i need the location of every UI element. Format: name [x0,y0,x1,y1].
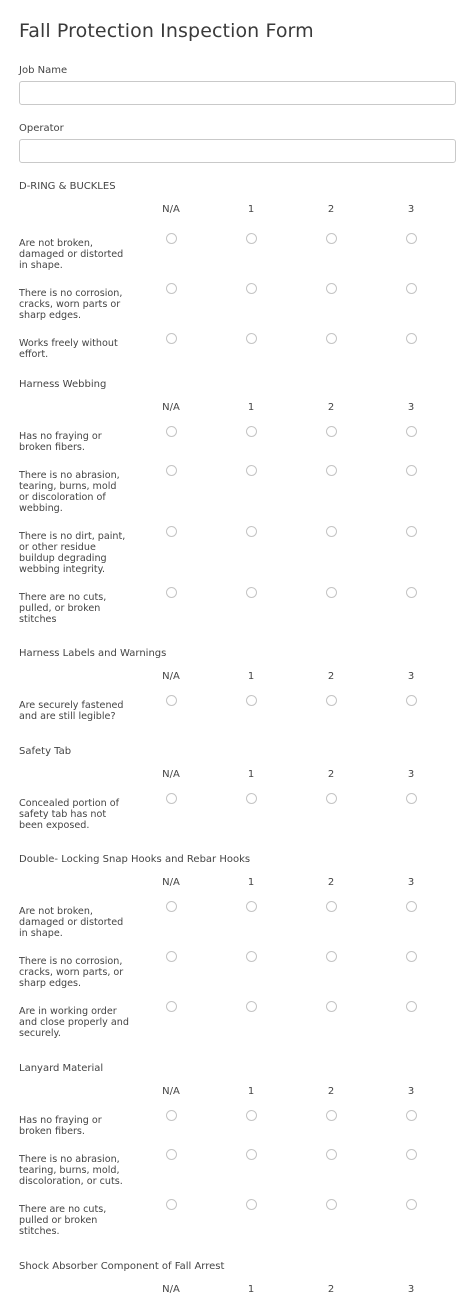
row-label: Are securely fastened and are still legible? [19,700,124,722]
radio-option-0[interactable] [166,793,177,804]
column-header-2: 2 [327,1284,335,1295]
row-label: There is no corrosion, cracks, worn parts or sharp edges. [19,288,123,321]
radio-option-2[interactable] [326,283,337,294]
radio-option-3[interactable] [406,1001,417,1012]
radio-option-1[interactable] [246,587,257,598]
form-title: Fall Protection Inspection Form [19,20,314,42]
radio-option-0[interactable] [166,1149,177,1160]
column-header-1: 1 [247,402,255,413]
radio-option-0[interactable] [166,901,177,912]
column-header-0: N/A [162,769,180,780]
column-header-3: 3 [407,1284,415,1295]
column-header-3: 3 [407,877,415,888]
column-header-0: N/A [162,204,180,215]
radio-option-0[interactable] [166,587,177,598]
radio-option-2[interactable] [326,233,337,244]
section-title: Harness Labels and Warnings [19,648,167,659]
radio-option-3[interactable] [406,1149,417,1160]
column-header-2: 2 [327,402,335,413]
radio-option-3[interactable] [406,233,417,244]
radio-option-0[interactable] [166,426,177,437]
row-label: There are no cuts, pulled or broken stitches. [19,1204,107,1237]
column-header-0: N/A [162,1086,180,1097]
column-header-1: 1 [247,877,255,888]
radio-option-1[interactable] [246,793,257,804]
column-header-2: 2 [327,204,335,215]
row-label: Works freely without effort. [19,338,118,360]
radio-option-2[interactable] [326,1001,337,1012]
section-title: Shock Absorber Component of Fall Arrest [19,1261,225,1272]
row-label: Are in working order and close properly and securely. [19,1006,129,1039]
radio-option-3[interactable] [406,426,417,437]
radio-option-2[interactable] [326,1110,337,1121]
radio-option-1[interactable] [246,333,257,344]
row-label: Are not broken, damaged or distorted in shape. [19,906,124,939]
radio-option-1[interactable] [246,951,257,962]
section-title: Lanyard Material [19,1063,104,1074]
radio-option-0[interactable] [166,233,177,244]
row-label: There are no cuts, pulled, or broken stitches [19,592,107,625]
radio-option-1[interactable] [246,526,257,537]
radio-option-0[interactable] [166,283,177,294]
radio-option-0[interactable] [166,1199,177,1210]
job-name-label: Job Name [19,65,68,76]
radio-option-2[interactable] [326,1199,337,1210]
radio-option-3[interactable] [406,695,417,706]
job-name-input[interactable] [19,81,456,105]
radio-option-0[interactable] [166,465,177,476]
radio-option-3[interactable] [406,283,417,294]
radio-option-1[interactable] [246,283,257,294]
radio-option-2[interactable] [326,587,337,598]
radio-option-0[interactable] [166,951,177,962]
section-title: Safety Tab [19,746,72,757]
row-label: Are not broken, damaged or distorted in shape. [19,238,124,271]
radio-option-1[interactable] [246,1199,257,1210]
operator-label: Operator [19,123,64,134]
row-label: There is no dirt, paint, or other residue buildup degrading webbing integrity. [19,531,126,575]
radio-option-1[interactable] [246,233,257,244]
column-header-0: N/A [162,1284,180,1295]
radio-option-0[interactable] [166,1110,177,1121]
radio-option-3[interactable] [406,951,417,962]
column-header-1: 1 [247,671,255,682]
column-header-3: 3 [407,204,415,215]
column-header-1: 1 [247,204,255,215]
column-header-2: 2 [327,877,335,888]
radio-option-0[interactable] [166,695,177,706]
operator-input[interactable] [19,139,456,163]
radio-option-2[interactable] [326,333,337,344]
column-header-1: 1 [247,769,255,780]
radio-option-2[interactable] [326,1149,337,1160]
section-title: Harness Webbing [19,379,107,390]
radio-option-2[interactable] [326,793,337,804]
radio-option-1[interactable] [246,901,257,912]
row-label: There is no abrasion, tearing, burns, mold or discoloration of webbing. [19,470,120,514]
radio-option-1[interactable] [246,426,257,437]
row-label: Concealed portion of safety tab has not been exposed. [19,798,119,831]
column-header-2: 2 [327,769,335,780]
column-header-1: 1 [247,1284,255,1295]
radio-option-3[interactable] [406,526,417,537]
radio-option-3[interactable] [406,333,417,344]
radio-option-2[interactable] [326,526,337,537]
column-header-0: N/A [162,402,180,413]
radio-option-0[interactable] [166,526,177,537]
column-header-3: 3 [407,671,415,682]
radio-option-2[interactable] [326,901,337,912]
radio-option-1[interactable] [246,1110,257,1121]
radio-option-1[interactable] [246,695,257,706]
radio-option-1[interactable] [246,1149,257,1160]
row-label: There is no corrosion, cracks, worn parts, or sharp edges. [19,956,124,989]
radio-option-3[interactable] [406,587,417,598]
column-header-0: N/A [162,877,180,888]
radio-option-3[interactable] [406,901,417,912]
column-header-0: N/A [162,671,180,682]
column-header-1: 1 [247,1086,255,1097]
row-label: Has no fraying or broken fibers. [19,431,102,453]
radio-option-0[interactable] [166,1001,177,1012]
row-label: Has no fraying or broken fibers. [19,1115,102,1137]
section-title: Double- Locking Snap Hooks and Rebar Hooks [19,854,251,865]
section-title: D-RING & BUCKLES [19,181,116,192]
radio-option-0[interactable] [166,333,177,344]
radio-option-2[interactable] [326,465,337,476]
radio-option-3[interactable] [406,1110,417,1121]
radio-option-1[interactable] [246,1001,257,1012]
column-header-3: 3 [407,1086,415,1097]
column-header-2: 2 [327,671,335,682]
radio-option-3[interactable] [406,793,417,804]
column-header-3: 3 [407,769,415,780]
column-header-2: 2 [327,1086,335,1097]
radio-option-1[interactable] [246,465,257,476]
radio-option-3[interactable] [406,1199,417,1210]
radio-option-2[interactable] [326,426,337,437]
column-header-3: 3 [407,402,415,413]
radio-option-3[interactable] [406,465,417,476]
radio-option-2[interactable] [326,695,337,706]
row-label: There is no abrasion, tearing, burns, mold, discoloration, or cuts. [19,1154,123,1187]
radio-option-2[interactable] [326,951,337,962]
